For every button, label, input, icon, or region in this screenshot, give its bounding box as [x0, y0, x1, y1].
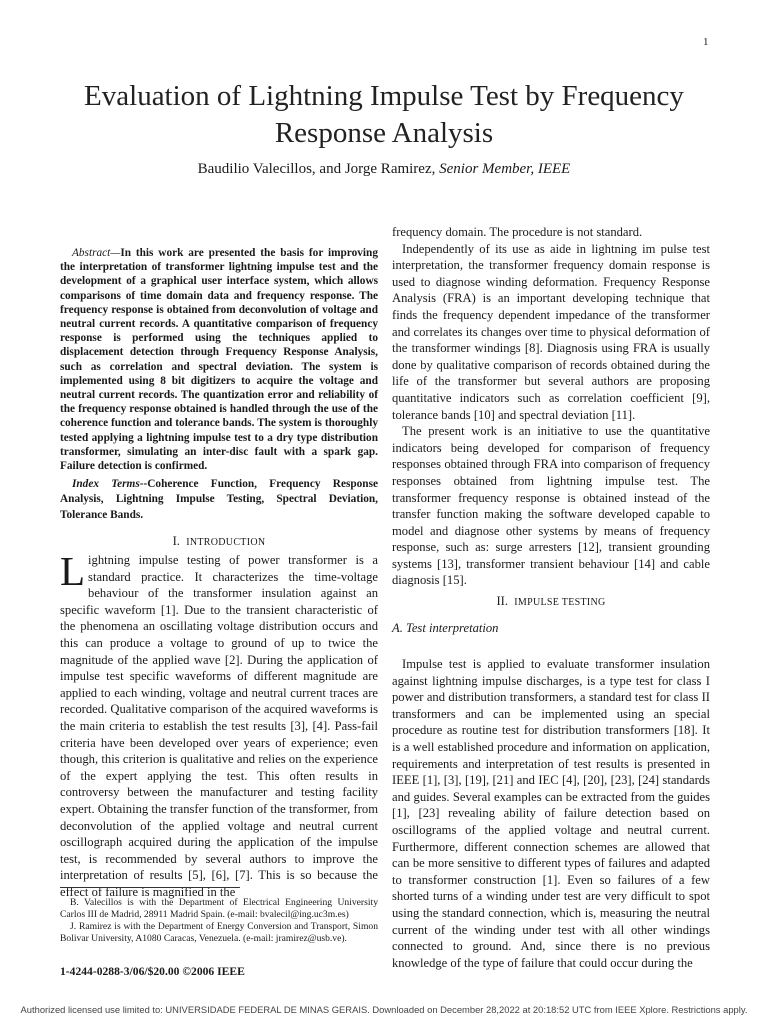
footnote-author-1: B. Valecillos is with the Department of Electrical Engineering University Carlos III de Madrid, 28911 Madrid Spain. (e-mail: bvalecil@ing.uc3m.es) [60, 897, 378, 921]
section-heading-impulse-testing [392, 594, 710, 609]
section-numeral: I. [172, 534, 180, 548]
page-number: 1 [703, 36, 709, 48]
paper-title: Evaluation of Lightning Impulse Test by Frequency Response Analysis [84, 80, 684, 149]
author-line [60, 161, 708, 178]
introduction-body [60, 548, 378, 900]
index-terms-text: --Coherence Function, Frequency Response Analysis, Lightning Impulse Testing, Spectral Deviation, Tolerance Bands. [60, 478, 378, 521]
drop-cap: L [60, 548, 86, 594]
author-names: Baudilio Valecillos, and Jorge Ramirez, [197, 161, 436, 177]
footnote-rule [60, 887, 240, 888]
right-column-top [392, 224, 710, 589]
index-terms [60, 477, 378, 523]
abstract-lead: Abstract— [72, 247, 121, 259]
section-heading-introduction [60, 534, 378, 549]
introduction-text: ightning impulse testing of power transformer is a standard practice. It characterizes the time-voltage behaviour of the transformer insulation against an specific waveform [1]. Due to the transient characteristic of the phenomena an oscillating voltage distribution occurs and this can produce a voltage to ground of up to twice the magnitude of the applied wave [2]. During the application of impulse test specific waveforms of different magnitude are applied to each winding, voltage and neutral current traces are recorded. Qualitative comparison of the acquired waveforms is the main criteria to establish the test results [3], [4]. Pass-fail criteria have been developed over years of experience; even though, this criterion is qualitative and relies on the experience of the expert applying the test. This often results in controversy between the manufacturer and testing facility expert. Obtaining the transfer function of the transformer, from deconvolution of the applied voltage and neutral current oscillograph acquired during the application of the impulse test, is recommended by several authors to improve the interpretation of results [5], [6], [7]. This is so because the effect of failure is magnified in the [60, 553, 378, 899]
author-role: Senior Member, IEEE [439, 161, 571, 177]
license-banner: Authorized licensed use limited to: UNIVERSIDADE FEDERAL DE MINAS GERAIS. Downloaded on December 28,2022 at 20:18:52 UTC from IEEE Xplore. Restrictions apply. [20, 1004, 748, 1015]
section-numeral: II. [496, 594, 508, 608]
paragraph: frequency domain. The procedure is not standard. [392, 225, 643, 239]
section-title: IMPULSE TESTING [514, 597, 606, 608]
section-title: INTRODUCTION [186, 537, 266, 548]
paragraph: The present work is an initiative to use the quantitative indicators being developed for comparison of frequency responses obtained through FRA into comparison of frequency responses obtained from lightning impulse test. The transformer frequency response is obtained instead of the transfer function making the software developed capable to model and diagnose other systems by means of frequency response, such as: surge arresters [12], transient grounding systems [13], transformer transient behaviour [14] and cable diagnosis [15]. [392, 424, 710, 588]
footnote-author-2: J. Ramirez is with the Department of Energy Conversion and Transport, Simon Bolivar University, A1080 Caracas, Venezuela. (e-mail: jramirez@usb.ve). [60, 921, 378, 945]
abstract-text: In this work are presented the basis for improving the interpretation of transformer lightning impulse test and the development of a graphical user interface system, which allows comparisons of time domain data and frequency response. The frequency response is obtained from deconvolution of voltage and neutral current records. A quantitative comparison of frequency response is performed using the techniques applied to displacement detection through Frequency Response Analysis, such as correlation and spectral deviation. The system is implemented using 8 bit digitizers to acquire the voltage and neutral current records. The quantization error and reliability of the frequency response obtained is handled through the use of the coherence function and tolerance bands. The system is thoroughly tested applying a lightning impulse test to a dry type distribution transformer, simulating an inter-disc fault with a spark gap. Failure detection is confirmed. [60, 247, 378, 473]
abstract [60, 246, 378, 473]
copyright-line: 1-4244-0288-3/06/$20.00 ©2006 IEEE [60, 965, 245, 978]
subsection-heading: A. Test interpretation [392, 621, 499, 635]
impulse-testing-body: Impulse test is applied to evaluate transformer insulation against lightning impulse discharges, is a type test for class I power and distribution transformers, a standard test for class II transformers and can be implemented using an special procedure as routine test for distribution transformers [18]. It is a well established procedure and information on application, requirements and interpretation of test results is presented in IEEE [1], [3], [19], [21] and IEC [4], [20], [23], [24] standards and guides. Several examples can be extracted from the guides [1], [23] revealing ability of failure detection based on oscillograms of the applied voltage and neutral current. Furthermore, different connection schemes are allowed that can be more sensitive to different types of failures and adapted to transformer construction [1]. Even so failures of a few shorted turns of a winding under test are very difficult to spot using the standard connection, which is, measuring the neutral current of the winding under test with all other windings connected to ground. And, since there is no previous knowledge of the type of failure that could occur during the [392, 657, 710, 970]
index-terms-lead: Index Terms [72, 478, 140, 490]
paragraph: Independently of its use as aide in lightning im pulse test interpretation, the transformer frequency domain response is used to diagnose winding deformation. Frequency Response Analysis (FRA) is an important developing technique that finds the frequency dependent impedance of the transformer and correlates its changes over time to physical deformation of the transformer windings [8]. Diagnosis using FRA is usually done by qualitative comparison of records obtained during the life of the transformer but several authors are proposing quantitative indicators such as correlation coefficient [9], tolerance bands [10] and spectral deviation [11]. [392, 241, 710, 422]
